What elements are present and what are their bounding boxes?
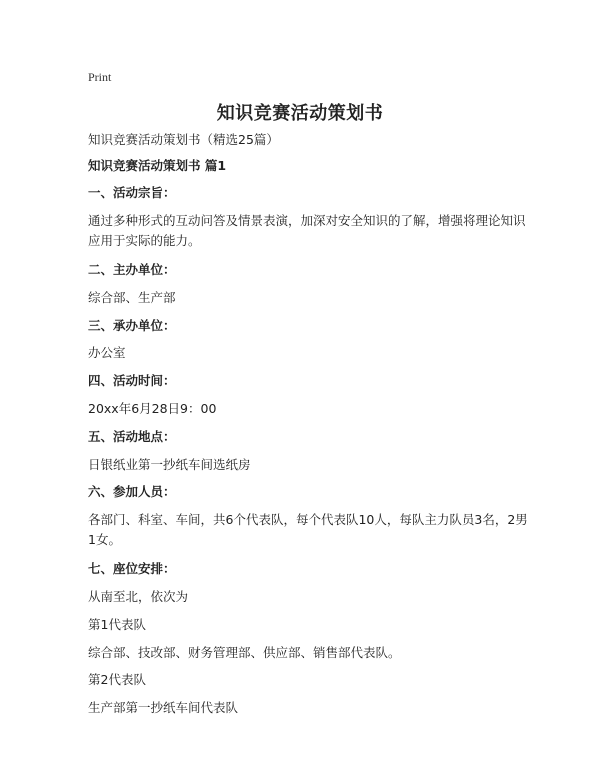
section-heading-seating: 七、座位安排：	[88, 561, 176, 577]
section-body-participants: 各部门、科室、车间，共6个代表队，每个代表队10人，每队主力队员3名，2男1女。	[88, 512, 528, 548]
section-body-purpose: 通过多种形式的互动问答及情景表演，加深对安全知识的了解，增强将理论知识应用于实际的能力。	[88, 213, 526, 249]
section-body-host: 办公室	[88, 345, 126, 361]
section-body-seating: 从南至北，依次为	[88, 589, 189, 605]
chapter-heading: 知识竞赛活动策划书 篇1	[88, 157, 227, 173]
document-title: 知识竞赛活动策划书	[216, 103, 384, 124]
section-heading-time: 四、活动时间：	[88, 373, 176, 389]
document-body	[88, 130, 528, 726]
print-link[interactable]: Print	[88, 70, 112, 84]
seating-team-2-members: 生产部第一抄纸车间代表队	[88, 700, 239, 716]
seating-team-1-members: 综合部、技改部、财务管理部、供应部、销售部代表队。	[88, 644, 401, 660]
section-body-time: 20xx年6月28日9：00	[88, 401, 217, 417]
section-heading-location: 五、活动地点：	[88, 428, 176, 444]
seating-team-2: 第2代表队	[88, 672, 146, 688]
section-heading-participants: 六、参加人员：	[88, 484, 176, 500]
section-body-location: 日银纸业第一抄纸车间选纸房	[88, 456, 251, 472]
seating-team-1: 第1代表队	[88, 616, 146, 632]
section-body-organizer: 综合部、生产部	[88, 289, 176, 305]
section-heading-purpose: 一、活动宗旨：	[88, 185, 176, 201]
section-heading-organizer: 二、主办单位：	[88, 262, 176, 278]
document-subtitle: 知识竞赛活动策划书（精选25篇）	[88, 132, 279, 147]
section-heading-host: 三、承办单位：	[88, 317, 176, 333]
